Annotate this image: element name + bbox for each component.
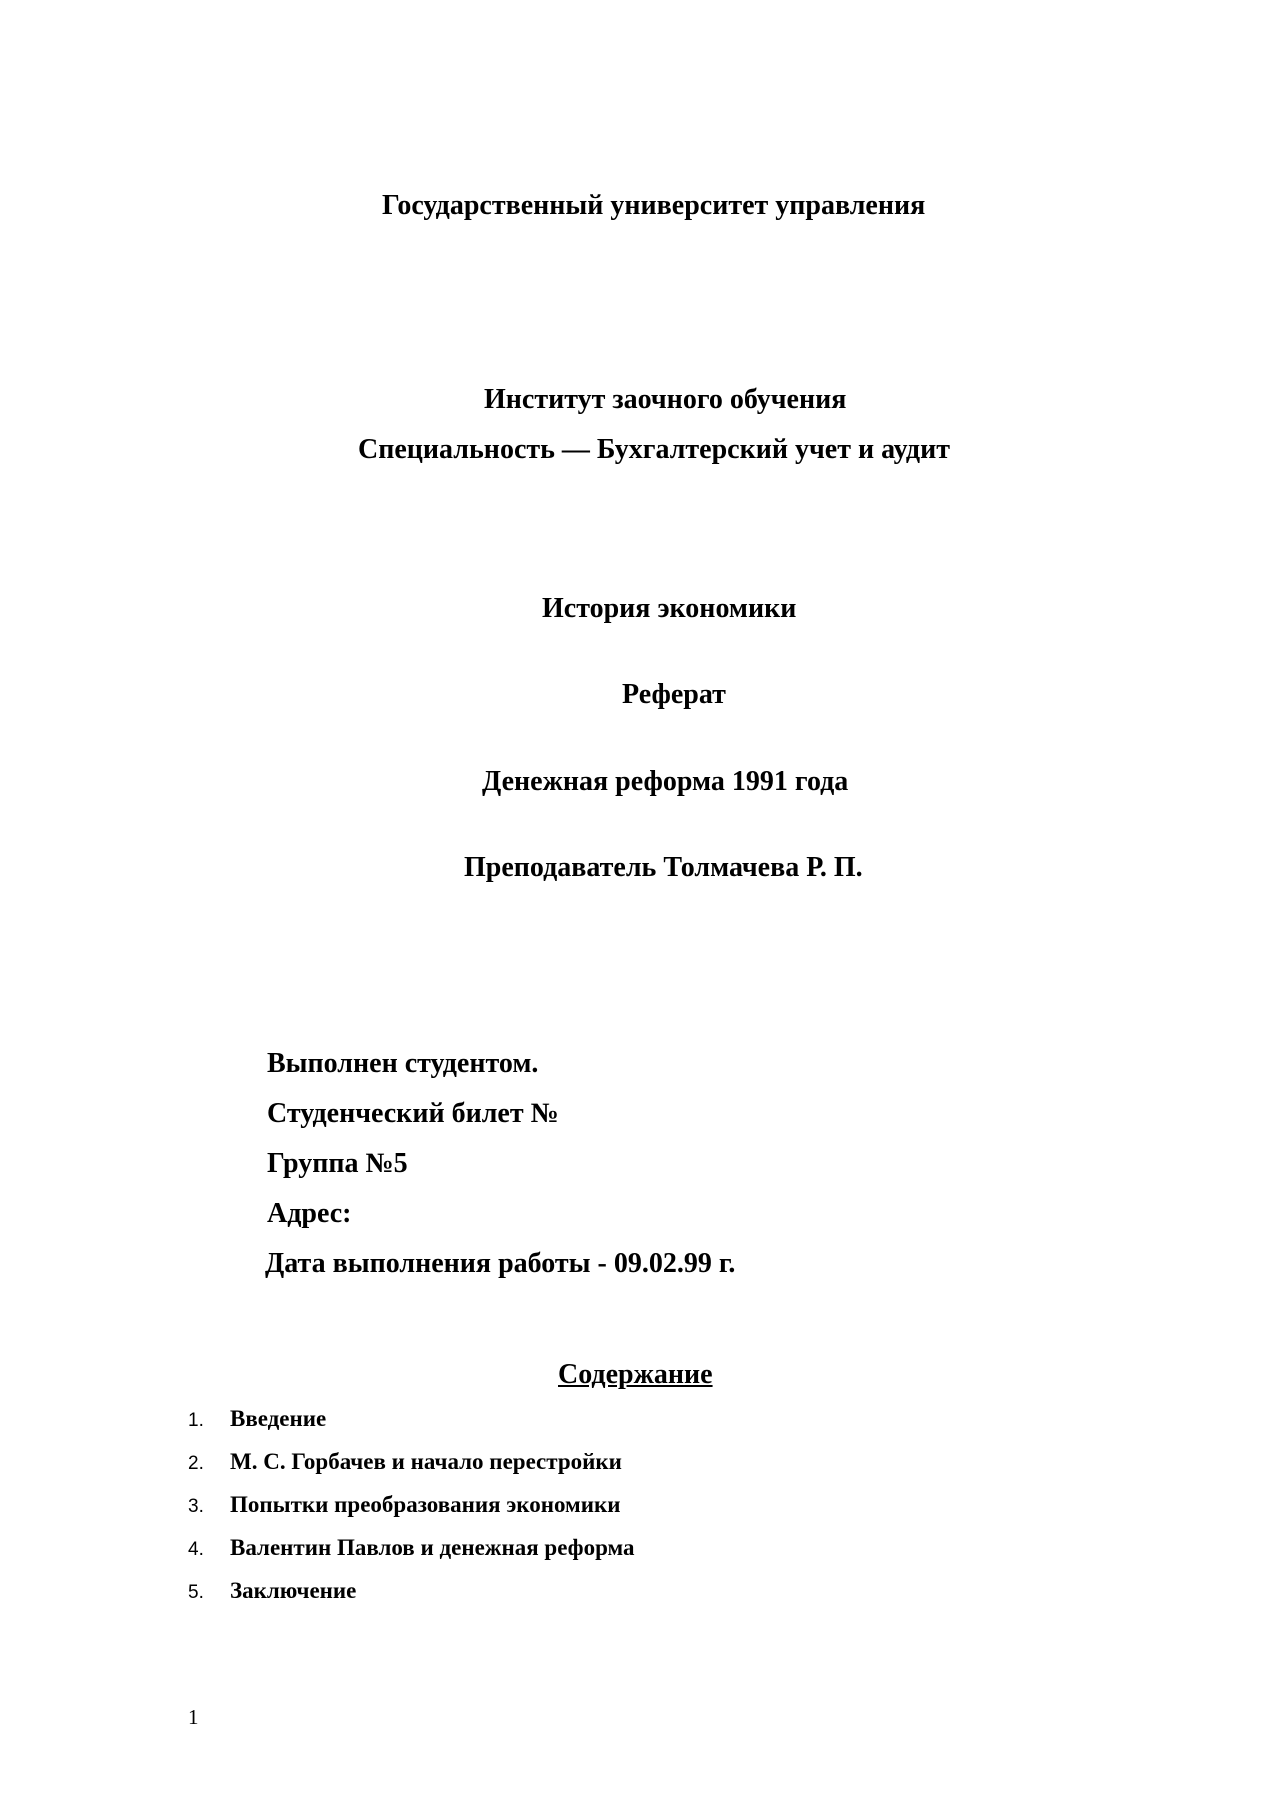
contents-item-label: Валентин Павлов и денежная реформа (230, 1535, 635, 1560)
completion-date-line: Дата выполнения работы - 09.02.99 г. (265, 1248, 736, 1279)
contents-item-number: 3. (188, 1496, 204, 1517)
specialty-title: Специальность — Бухгалтерский учет и аудит (358, 434, 950, 465)
topic-title: Денежная реформа 1991 года (482, 766, 849, 797)
contents-item-label: Заключение (230, 1578, 357, 1603)
doc-type-title: Реферат (622, 679, 726, 710)
contents-item-label: Введение (230, 1406, 327, 1431)
subject-title: История экономики (542, 593, 797, 624)
contents-item-label: М. С. Горбачев и начало перестройки (230, 1449, 622, 1474)
contents-title: Содержание (558, 1359, 713, 1390)
student-ticket-line: Студенческий билет № (267, 1098, 559, 1129)
page-number: 1 (188, 1705, 199, 1729)
contents-item-number: 5. (188, 1582, 204, 1603)
contents-item-label: Попытки преобразования экономики (230, 1492, 621, 1517)
student-address-line: Адрес: (267, 1198, 352, 1229)
contents-item-number: 1. (188, 1410, 204, 1431)
completed-by-line: Выполнен студентом. (267, 1048, 539, 1079)
contents-item-number: 2. (188, 1453, 204, 1474)
institute-title: Институт заочного обучения (484, 384, 847, 415)
contents-item-number: 4. (188, 1539, 204, 1560)
student-group-line: Группа №5 (267, 1148, 408, 1179)
university-title: Государственный университет управления (382, 190, 926, 221)
teacher-line: Преподаватель Толмачева Р. П. (464, 852, 863, 883)
